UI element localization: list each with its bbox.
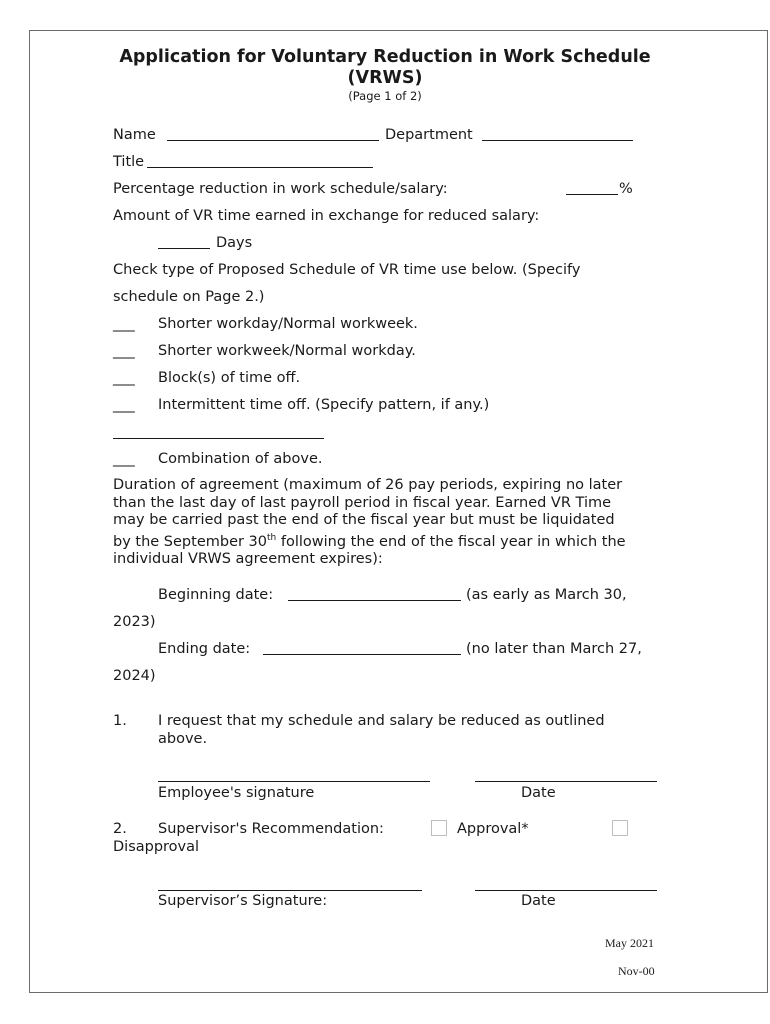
employee-signature-field[interactable]	[158, 781, 430, 782]
employee-date-field[interactable]	[475, 781, 657, 782]
option-blank-4[interactable]: ___	[113, 397, 135, 413]
title-label: Title	[113, 154, 145, 170]
ending-date-label: Ending date:	[158, 641, 251, 657]
duration-line-4	[113, 530, 658, 551]
option-shorter-workweek: Shorter workweek/Normal workday.	[158, 343, 416, 359]
schedule-instruction-cont: schedule on Page 2.)	[113, 289, 265, 305]
ending-date-field[interactable]	[263, 654, 461, 655]
days-field[interactable]	[158, 248, 210, 249]
vr-time-label: Amount of VR time earned in exchange for reduced salary:	[113, 208, 540, 224]
option-blank-2[interactable]: ___	[113, 343, 135, 359]
option-combination: Combination of above.	[158, 451, 323, 467]
form-title-acronym: (VRWS)	[347, 68, 423, 88]
request-text: I request that my schedule and salary be reduced as outlined	[158, 713, 605, 729]
disapproval-label: Disapproval	[113, 839, 200, 855]
percentage-field[interactable]	[566, 194, 618, 195]
name-label: Name	[113, 127, 156, 143]
percent-sign: %	[619, 181, 633, 197]
form-title: Application for Voluntary Reduction in Work Schedule	[119, 47, 651, 67]
original-date: Nov-00	[618, 964, 655, 978]
days-label: Days	[216, 235, 253, 251]
beginning-date-label: Beginning date:	[158, 587, 274, 603]
name-field[interactable]	[167, 140, 379, 141]
beginning-date-year: 2023)	[113, 614, 156, 630]
duration-line-2: than the last day of last payroll period in fiscal year. Earned VR Time	[113, 494, 612, 511]
ordinal-suffix: th	[267, 532, 277, 543]
approval-checkbox[interactable]	[431, 820, 447, 836]
supervisor-signature-label: Supervisor’s Signature:	[158, 893, 328, 909]
duration-line-1: Duration of agreement (maximum of 26 pay periods, expiring no later	[113, 477, 623, 493]
supervisor-recommendation-label: Supervisor's Recommendation:	[158, 821, 384, 837]
duration-paragraph	[113, 477, 658, 568]
request-number: 1.	[113, 713, 127, 729]
option-blank-1[interactable]: ___	[113, 316, 135, 332]
title-field[interactable]	[147, 167, 373, 168]
pattern-field[interactable]	[113, 438, 324, 439]
ending-date-note: (no later than March 27,	[466, 641, 642, 657]
employee-signature-label: Employee's signature	[158, 785, 315, 801]
option-block-time-off: Block(s) of time off.	[158, 370, 301, 386]
ending-date-year: 2024)	[113, 668, 156, 684]
revision-date: May 2021	[605, 936, 654, 950]
request-text-cont: above.	[158, 731, 208, 747]
duration-line-4-start: by the September 30	[113, 533, 268, 550]
beginning-date-field[interactable]	[288, 600, 461, 601]
disapproval-checkbox[interactable]	[612, 820, 628, 836]
employee-date-label: Date	[521, 785, 556, 801]
page-indicator: (Page 1 of 2)	[348, 89, 422, 103]
option-blank-5[interactable]: ___	[113, 451, 135, 467]
option-blank-3[interactable]: ___	[113, 370, 135, 386]
supervisor-signature-field[interactable]	[158, 890, 422, 891]
department-field[interactable]	[482, 140, 633, 141]
supervisor-date-field[interactable]	[475, 890, 657, 891]
option-shorter-workday: Shorter workday/Normal workweek.	[158, 316, 418, 332]
department-label: Department	[385, 127, 473, 143]
duration-line-3: may be carried past the end of the fiscal year but must be liquidated	[113, 512, 615, 528]
schedule-instruction: Check type of Proposed Schedule of VR time use below. (Specify	[113, 262, 581, 278]
duration-line-4-end: following the end of the fiscal year in which the	[276, 533, 626, 550]
supervisor-number: 2.	[113, 821, 127, 837]
supervisor-date-label: Date	[521, 893, 556, 909]
duration-line-5: individual VRWS agreement expires):	[113, 550, 383, 567]
option-intermittent: Intermittent time off. (Specify pattern, if any.)	[158, 397, 490, 413]
beginning-date-note: (as early as March 30,	[466, 587, 627, 603]
approval-label: Approval*	[457, 821, 529, 837]
percentage-label: Percentage reduction in work schedule/salary:	[113, 181, 448, 197]
